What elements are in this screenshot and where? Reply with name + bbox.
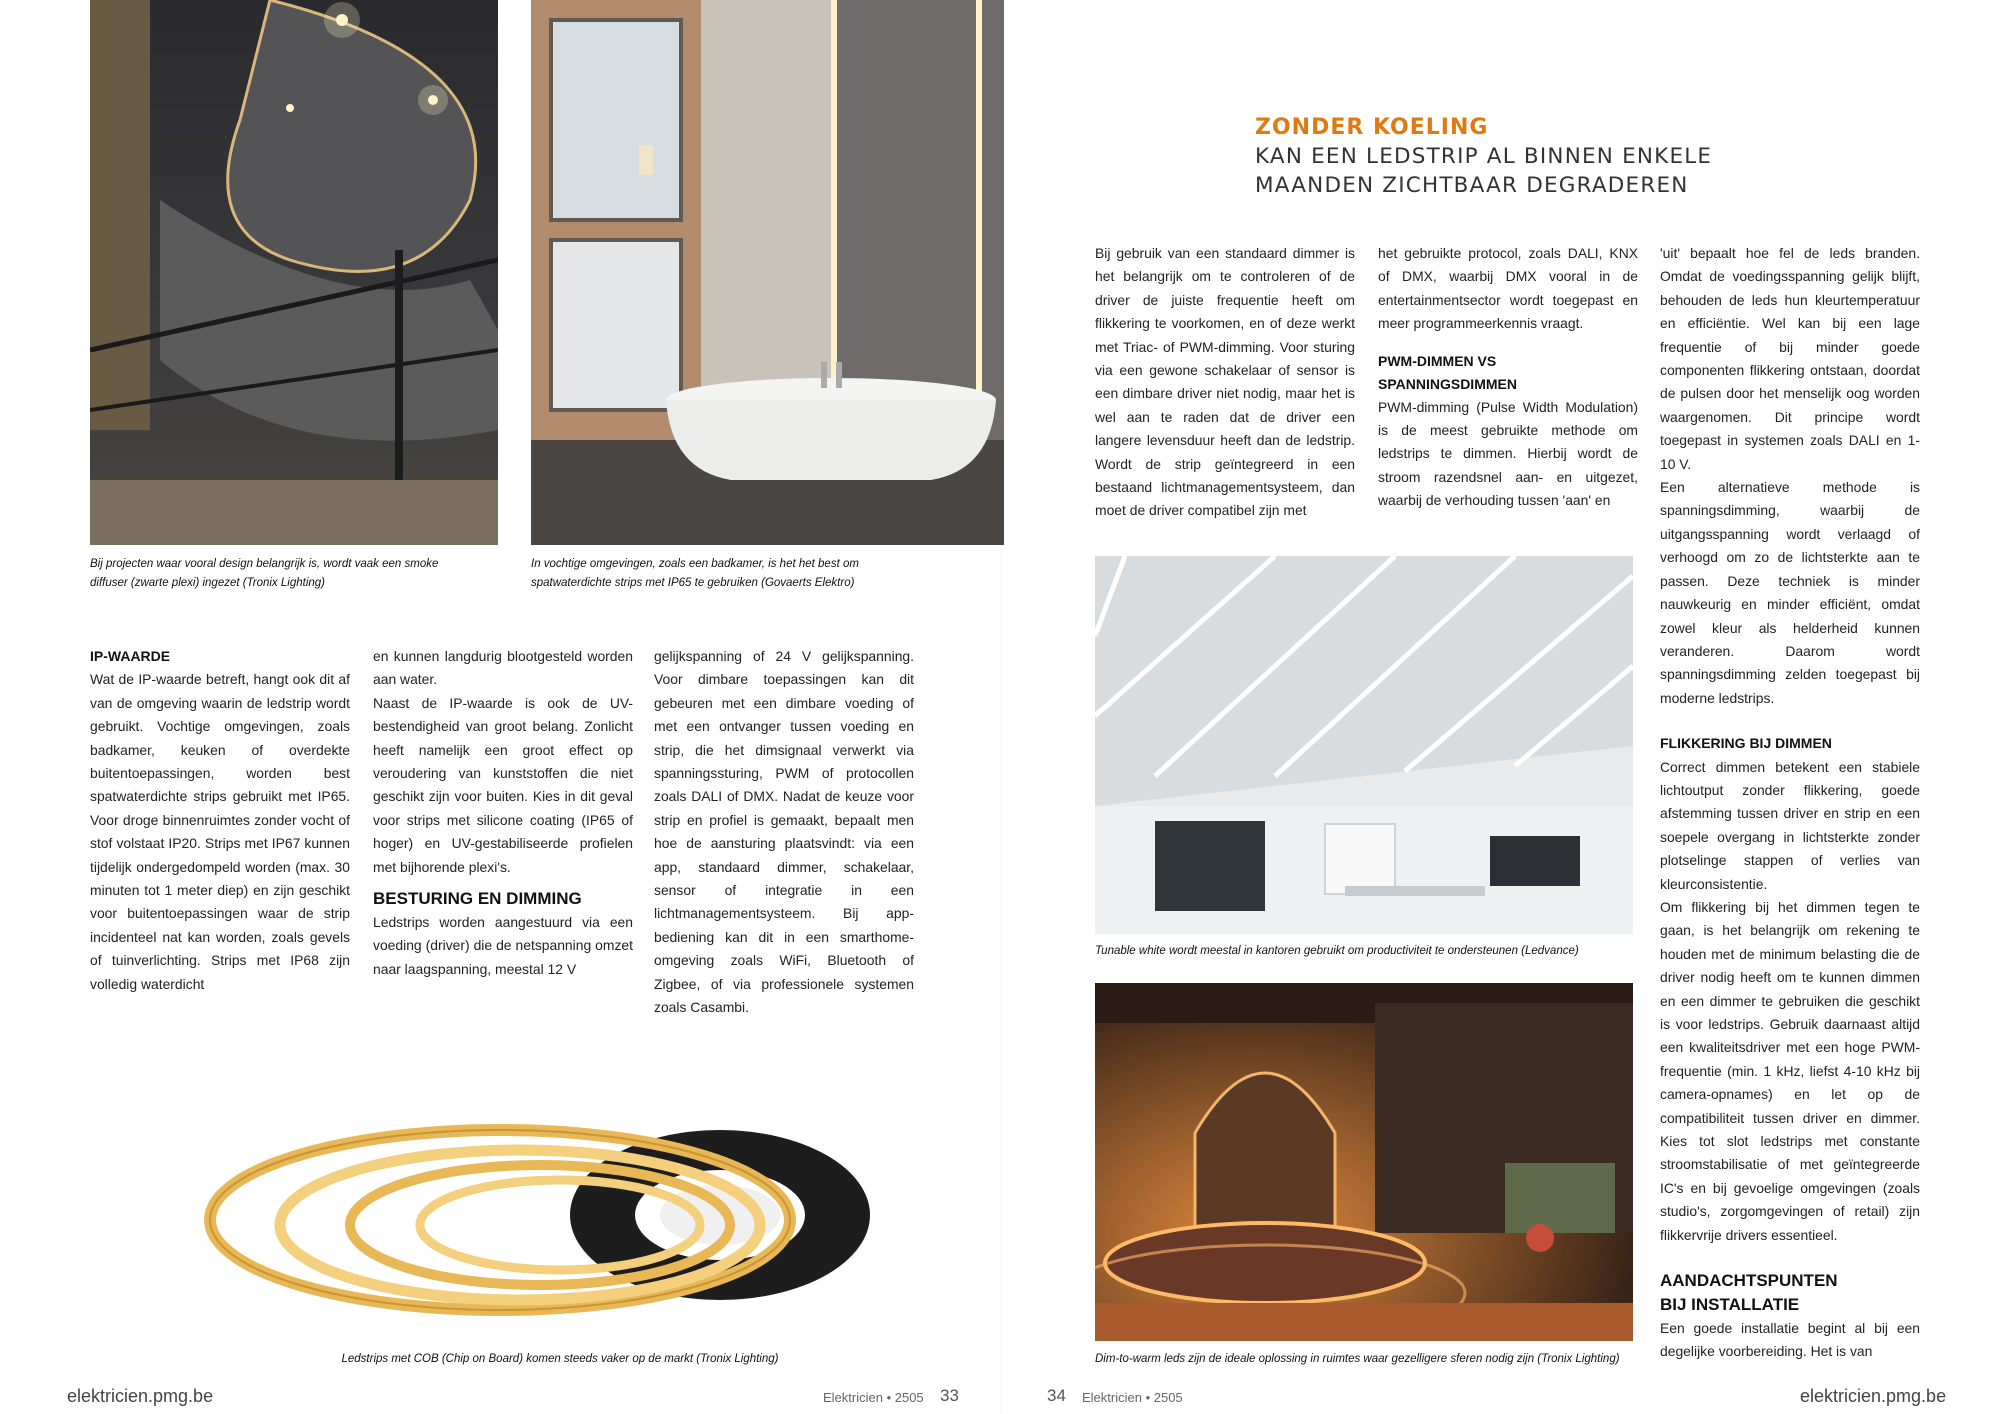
paragraph: het gebruikte protocol, zoals DALI, KNX of DMX, waarbij DMX vooral in de entertainmentsector wordt toegepast en meer programmeerkennis vraagt. [1378,245,1638,332]
paragraph: Een goede installatie begint al bij een degelijke voorbereiding. Het is van [1660,1320,1920,1360]
text-column [1378,242,1638,513]
pull-quote-line: MAANDEN ZICHTBAAR DEGRADEREN [1255,173,1689,198]
section-heading: FLIKKERING BIJ DIMMEN [1660,735,1832,752]
paragraph: en kunnen langdurig blootgesteld worden aan water. [373,648,633,688]
photo-bathroom-bathtub [531,0,1004,545]
paragraph: Correct dimmen betekent een stabiele lichtoutput zonder flikkering, goede afstemming tussen driver en strip en een soepele overgang in lichtsterkte zonder plotselinge stappen of verlies van kleurconsistentie. [1660,758,1920,892]
page-number: 33 [940,1386,959,1405]
pull-quote [1255,114,1775,200]
footer-url[interactable]: elektricien.pmg.be [67,1386,214,1406]
pull-quote-highlight: ZONDER KOELING [1255,115,1489,140]
text-column [90,645,350,996]
paragraph: Wat de IP-waarde betreft, hangt ook dit af van de omgeving waarin de ledstrip wordt gebruikt. Vochtige omgevingen, zoals badkamer, keuken of overdekte buitentoepassingen, worden best spatwaterdichte strips gebruikt met IP65. Voor droge binnenruimtes zonder vocht of stof volstaat IP20. Strips met IP67 kunnen tijdelijk ondergedompeld worden (max. 30 minuten tot 1 meter diep) en zijn geschikt voor buitentoepassingen waar de strip incidenteel nat kan worden, zoals gevels of tuinverlichting. Strips met IP68 zijn volledig waterdicht [90,671,350,992]
page-number: 34 [1047,1386,1066,1405]
photo-caption: Tunable white wordt meestal in kantoren gebruikt om productiviteit te ondersteunen (Ledvance) [1095,945,1579,957]
section-heading: IP-WAARDE [90,648,171,664]
paragraph: Een alternatieve methode is spanningsdimming, waarbij de uitgangsspanning wordt verlaagd of verhoogd om zo de lichtsterkte aan te passen. Deze techniek is minder nauwkeurig en minder efficiënt, omdat zowel kleur als helderheid kunnen veranderen. Daarom wordt spanningsdimming zelden toegepast bij moderne ledstrips. [1660,479,1920,706]
section-heading: AANDACHTSPUNTEN BIJ INSTALLATIE [1660,1271,1838,1315]
pull-quote-line: KAN EEN LEDSTRIP AL BINNEN ENKELE [1255,144,1713,169]
footer-folio: Elektricien • 2505 [823,1390,924,1405]
photo-caption: In vochtige omgevingen, zoals een badkamer, is het het best om spatwaterdichte strips met IP65 te gebruiken (Govaerts Elektro) [531,558,859,589]
paragraph: Om flikkering bij het dimmen tegen te gaan, is het belangrijk om rekening te houden met de minimum belasting die de driver nodig heeft om te kunnen dimmen en een dimmer te gebruiken die geschikt is voor ledstrips. Gebruik daarnaast altijd een kwaliteitsdriver met een hoge PWM-frequentie (min. 1 kHz, liefst 4-10 kHz bij camera-opnames) en let op de compatibiliteit tussen driver en dimmer. Kies tot slot ledstrips met constante stroomstabilisatie of met geïntegreerde IC's en bij gevoelige omgevingen (zoals studio's, zorgomgevingen of retail) zijn flikkervrije drivers essentieel. [1660,898,1920,1243]
photo-spiral-staircase [90,0,498,545]
section-heading: PWM-DIMMEN VS SPANNINGSDIMMEN [1378,352,1517,392]
paragraph: gelijkspanning of 24 V gelijkspanning. Voor dimbare toepassingen kan dit gebeuren met een dimbare voeding of met een ontvanger tussen voeding en strip, die het dimsignaal verwerkt via spanningssturing, PWM of protocollen zoals DALI of DMX. Nadat de keuze voor strip en profiel is gemaakt, bepaalt men hoe de aansturing plaatsvindt: via een app, standaard dimmer, schakelaar, sensor of integratie in een lichtmanagementsysteem. Bij app-bediening kan dit in een smarthome-omgeving zoals WiFi, Bluetooth of Zigbee, of via professionele systemen zoals Casambi. [654,648,914,1016]
photo-caption: Ledstrips met COB (Chip on Board) komen steeds vaker op de markt (Tronix Lighting) [341,1353,779,1365]
footer-url[interactable]: elektricien.pmg.be [1800,1386,1947,1406]
text-column [1660,242,1920,1364]
text-column [373,645,633,981]
photo-office-tunable-white [1095,556,1633,934]
text-column [1095,242,1355,523]
paragraph: 'uit' bepaalt hoe fel de leds branden. Omdat de voedingsspanning gelijk blijft, behouden de leds hun kleurtemperatuur en efficiëntie. Wel kan bij een lage frequentie of bij minder goede componenten flikkering ontstaan, doordat de pulsen door het menselijk oog worden waargenomen. Dit principe wordt toegepast in systemen zoals DALI en 1-10 V. [1660,245,1920,472]
photo-caption: Dim-to-warm leds zijn de ideale oplossing in ruimtes waar gezelligere sferen nodig zijn (Tronix Lighting) [1095,1353,1620,1365]
paragraph: Naast de IP-waarde is ook de UV-bestendigheid van groot belang. Zonlicht heeft namelijk een groot effect op veroudering van kunststoffen die niet geschikt zijn voor buiten. Kies in dit geval voor strips met silicone coating (IP65 of hoger) en UV-gestabiliseerde profielen met bijhorende plexi's. [373,694,633,875]
photo-lounge-dim-to-warm [1095,983,1633,1341]
photo-led-strip-reel [200,1075,890,1335]
paragraph: PWM-dimming (Pulse Width Modulation) is de meest gebruikte methode om ledstrips te dimmen. Hierbij wordt de stroom razendsnel aan- en uitgezet, waarbij de verhouding tussen 'aan' en [1378,398,1638,509]
paragraph: Bij gebruik van een standaard dimmer is het belangrijk om te controleren of de driver de juiste frequentie heeft om flikkering te voorkomen, en of deze werkt met Triac- of PWM-dimming. Voor sturing via een gewone schakelaar of sensor is een dimbare driver niet nodig, maar het is wel aan te raden dat de driver een langere levensduur heeft dan de ledstrip. Wordt de strip geïntegreerd in een bestaand lichtmanagementsysteem, dan moet de driver compatibel zijn met [1095,245,1355,519]
text-column [654,645,914,1020]
photo-caption: Bij projecten waar vooral design belangrijk is, wordt vaak een smoke diffuser (zwarte plexi) ingezet (Tronix Lighting) [90,558,439,589]
paragraph: Ledstrips worden aangestuurd via een voeding (driver) die de netspanning omzet naar laagspanning, meestal 12 V [373,914,633,977]
section-heading: BESTURING EN DIMMING [373,889,582,909]
footer-folio: Elektricien • 2505 [1082,1390,1183,1405]
